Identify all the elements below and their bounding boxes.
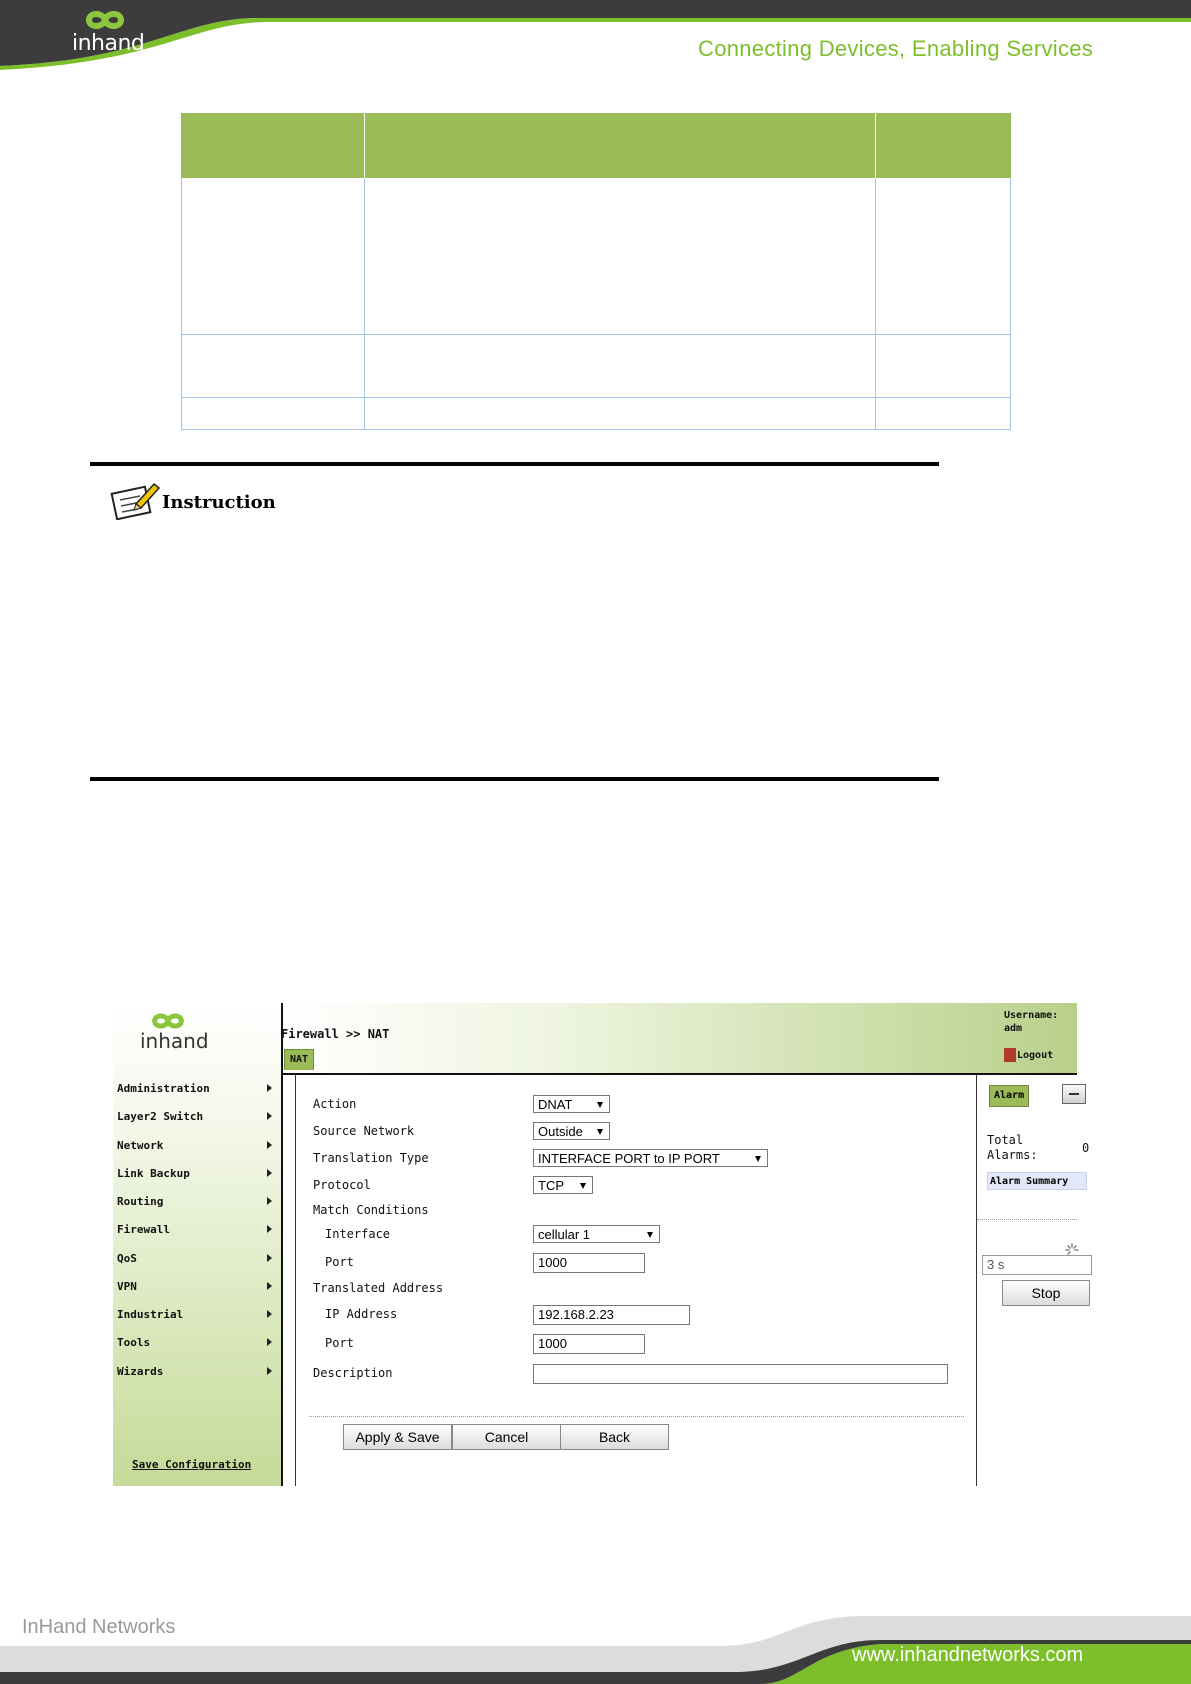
notepad-pencil-icon [110, 478, 160, 520]
chevron-right-icon [267, 1197, 272, 1205]
logo-text: inhand [140, 1029, 209, 1053]
alarm-divider [977, 1219, 1077, 1220]
sidebar-logo [138, 1011, 208, 1061]
table-row [181, 335, 1011, 398]
sidebar-item-tools[interactable]: Tools [117, 1336, 272, 1349]
action-select[interactable]: DNAT [533, 1095, 610, 1113]
logout-icon [1004, 1048, 1016, 1062]
source-network-label: Source Network [313, 1124, 415, 1138]
sidebar-item-link-backup[interactable]: Link Backup [117, 1167, 272, 1180]
sidebar-item-wizards[interactable]: Wizards [117, 1365, 272, 1378]
translation-type-select[interactable]: INTERFACE PORT to IP PORT [533, 1149, 768, 1167]
source-network-select[interactable]: Outside [533, 1122, 610, 1140]
logout-link[interactable]: Logout [1004, 1048, 1053, 1062]
chevron-right-icon [267, 1338, 272, 1346]
tab-alarm[interactable]: Alarm [989, 1085, 1029, 1107]
description-label: Description [313, 1366, 393, 1380]
match-conditions-label: Match Conditions [313, 1203, 429, 1217]
chevron-right-icon [267, 1282, 272, 1290]
page-header [0, 0, 1191, 80]
instruction-bottom-rule [90, 777, 939, 781]
table-row [181, 178, 1011, 335]
chevron-right-icon [267, 1254, 272, 1262]
total-alarms-value: 0 [1082, 1141, 1090, 1155]
footer-website[interactable]: www.inhandnetworks.com [852, 1644, 1084, 1666]
dropdown-arrow-icon [755, 1156, 761, 1162]
username-value: adm [1004, 1023, 1023, 1034]
header-tagline: Connecting Devices, Enabling Services [698, 36, 1094, 61]
table-header-row [181, 113, 1011, 178]
logo-infinity-icon [143, 1011, 193, 1031]
match-port-label: Port [325, 1255, 354, 1269]
sidebar-item-network[interactable]: Network [117, 1139, 272, 1152]
instruction-title: Instruction [162, 492, 276, 513]
translated-port-label: Port [325, 1336, 354, 1350]
column-divider [364, 178, 365, 334]
dropdown-arrow-icon [597, 1129, 603, 1135]
protocol-select[interactable]: TCP [533, 1176, 593, 1194]
sidebar-item-layer2-switch[interactable]: Layer2 Switch [117, 1110, 272, 1123]
chevron-right-icon [267, 1169, 272, 1177]
column-divider [364, 398, 365, 429]
chevron-right-icon [267, 1141, 272, 1149]
logo-infinity-icon [75, 8, 135, 32]
column-divider [364, 113, 365, 178]
stop-button[interactable]: Stop [1002, 1280, 1090, 1306]
alarm-panel [977, 1075, 1090, 1486]
tab-nat[interactable]: NAT [284, 1049, 314, 1070]
save-configuration-link[interactable]: Save Configuration [132, 1458, 252, 1471]
sidebar-item-industrial[interactable]: Industrial [117, 1308, 272, 1321]
username-label: Username: [1004, 1010, 1059, 1021]
user-info [1004, 1009, 1058, 1035]
column-divider [364, 335, 365, 397]
back-button[interactable]: Back [560, 1424, 669, 1450]
ip-address-input[interactable]: 192.168.2.23 [533, 1305, 690, 1325]
sidebar-item-administration[interactable]: Administration [117, 1082, 272, 1095]
ip-address-label: IP Address [325, 1307, 398, 1321]
translated-port-input[interactable]: 1000 [533, 1334, 645, 1354]
chevron-right-icon [267, 1084, 272, 1092]
footer-company: InHand Networks [22, 1616, 176, 1638]
chevron-right-icon [267, 1112, 272, 1120]
column-divider [875, 335, 876, 397]
translated-address-label: Translated Address [313, 1281, 444, 1295]
apply-save-button[interactable]: Apply & Save [343, 1424, 452, 1450]
sidebar-item-firewall[interactable]: Firewall [117, 1223, 272, 1236]
router-web-ui [113, 1003, 1090, 1486]
translation-type-label: Translation Type [313, 1151, 429, 1165]
table-row [181, 398, 1011, 430]
header-logo [70, 8, 145, 58]
cancel-button[interactable]: Cancel [452, 1424, 561, 1450]
sidebar-divider [281, 1003, 283, 1486]
action-label: Action [313, 1097, 357, 1111]
logo-text: inhand [72, 31, 145, 56]
instruction-top-rule [90, 462, 939, 466]
total-alarms-label: Total Alarms: [987, 1133, 1038, 1162]
form-divider [309, 1416, 964, 1417]
sidebar [113, 1003, 282, 1486]
match-port-input[interactable]: 1000 [533, 1253, 645, 1273]
refresh-interval-field[interactable]: 3 s [982, 1255, 1092, 1275]
protocol-label: Protocol [313, 1178, 371, 1192]
column-divider [875, 398, 876, 429]
column-divider [875, 113, 876, 178]
column-divider [875, 178, 876, 334]
parameter-table [181, 113, 1011, 430]
page-footer [0, 1610, 1191, 1684]
chevron-right-icon [267, 1310, 272, 1318]
minimize-button[interactable] [1062, 1084, 1086, 1104]
chevron-right-icon [267, 1367, 272, 1375]
dropdown-arrow-icon [597, 1102, 603, 1108]
sidebar-item-routing[interactable]: Routing [117, 1195, 272, 1208]
description-input[interactable] [533, 1364, 948, 1384]
breadcrumb: Firewall >> NAT [281, 1027, 390, 1041]
sidebar-item-qos[interactable]: QoS [117, 1252, 272, 1265]
dropdown-arrow-icon [580, 1183, 586, 1189]
dropdown-arrow-icon [647, 1232, 653, 1238]
sidebar-item-vpn[interactable]: VPN [117, 1280, 272, 1293]
nat-form [295, 1075, 977, 1486]
alarm-summary-link[interactable]: Alarm Summary [987, 1172, 1087, 1190]
interface-label: Interface [325, 1227, 391, 1241]
chevron-right-icon [267, 1225, 272, 1233]
top-bar [283, 1003, 1077, 1073]
interface-select[interactable]: cellular 1 [533, 1225, 660, 1243]
